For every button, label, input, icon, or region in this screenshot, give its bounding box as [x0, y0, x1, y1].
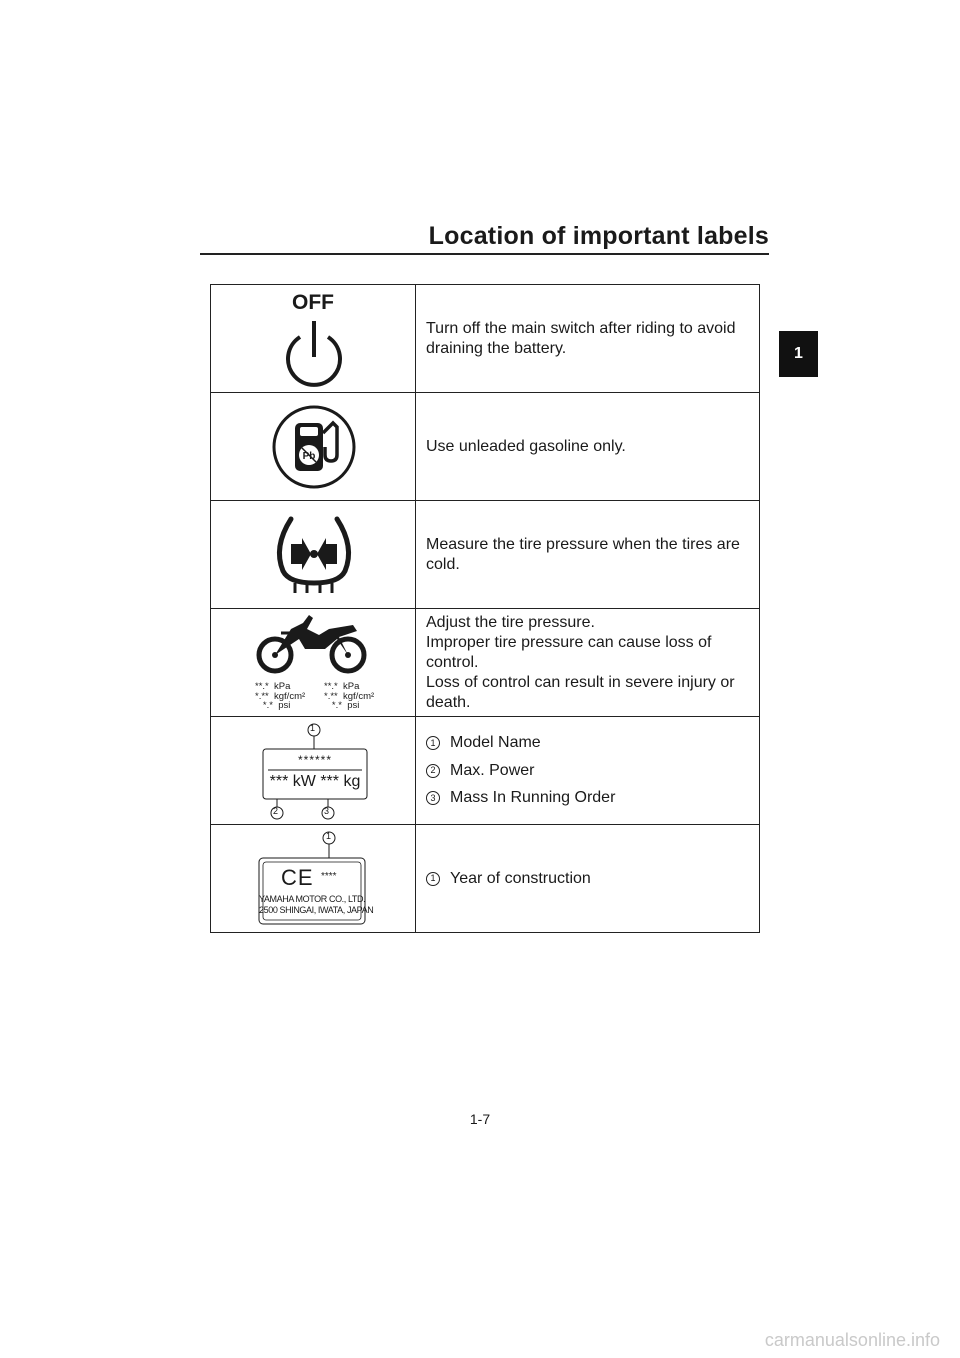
- motorcycle-icon: [211, 609, 415, 716]
- model-label-icon: [211, 717, 415, 824]
- table-row: [211, 285, 760, 393]
- label-description: Turn off the main switch after riding to avoid draining the battery.: [416, 285, 760, 393]
- label-description: [416, 717, 760, 825]
- tire-pressure-cold-icon: [211, 501, 415, 608]
- labels-table: [210, 284, 760, 933]
- plate-spec: *** kW *** kg: [269, 773, 361, 790]
- title-divider: [200, 253, 769, 255]
- item-number: 3: [426, 791, 440, 805]
- icon-cell: [211, 285, 416, 393]
- item-label: Year of construction: [450, 869, 591, 887]
- callout-number: 3: [324, 806, 330, 816]
- icon-cell: [211, 393, 416, 501]
- unleaded-fuel-icon: [211, 393, 415, 500]
- label-description: Measure the tire pressure when the tires are cold.: [416, 501, 760, 609]
- text-line: Loss of control can result in severe injury or death.: [426, 673, 735, 711]
- front-tire-pressure: **.* kPa *.** kgf/cm² *.* psi: [255, 681, 306, 711]
- item-number: 1: [426, 872, 440, 886]
- list-item: [426, 865, 749, 893]
- item-label: Mass In Running Order: [450, 789, 616, 806]
- callout-number: 1: [326, 831, 332, 841]
- table-row: [211, 825, 760, 933]
- callout-number: 2: [273, 806, 279, 816]
- table-row: [211, 609, 760, 717]
- label-description: [416, 825, 760, 933]
- text-line: Improper tire pressure can cause loss of control.: [426, 633, 712, 671]
- power-off-icon: [211, 285, 415, 392]
- icon-cell: [211, 501, 416, 609]
- callout-number: 1: [310, 723, 316, 733]
- plate-address: 2500 SHINGAI, IWATA, JAPAN: [259, 905, 374, 915]
- item-number: 2: [426, 764, 440, 778]
- text-line: Adjust the tire pressure.: [426, 613, 595, 631]
- item-number: 1: [426, 736, 440, 750]
- plate-maker: YAMAHA MOTOR CO., LTD.: [259, 894, 366, 904]
- list-item: [426, 757, 749, 785]
- table-row: [211, 717, 760, 825]
- page-title: Location of important labels: [428, 222, 769, 250]
- chapter-tab: 1: [779, 331, 818, 377]
- svg-text:Pb: Pb: [302, 451, 316, 462]
- list-item: [426, 784, 749, 812]
- item-label: Max. Power: [450, 761, 535, 779]
- rear-tire-pressure: **.* kPa *.** kgf/cm² *.* psi: [324, 681, 375, 711]
- table-row: [211, 501, 760, 609]
- item-label: Model Name: [450, 734, 541, 751]
- plate-year: ****: [321, 871, 337, 882]
- label-description: Use unleaded gasoline only.: [416, 393, 760, 501]
- watermark: carmanualsonline.info: [764, 1330, 940, 1350]
- off-label: OFF: [292, 291, 334, 314]
- ce-mark: CE: [281, 865, 314, 890]
- table-row: [211, 393, 760, 501]
- plate-model: ******: [297, 753, 333, 767]
- label-description: [416, 609, 760, 717]
- page-number: 1-7: [469, 1111, 491, 1127]
- icon-cell: [211, 825, 416, 933]
- icon-cell: [211, 717, 416, 825]
- list-item: [426, 729, 749, 757]
- icon-cell: [211, 609, 416, 717]
